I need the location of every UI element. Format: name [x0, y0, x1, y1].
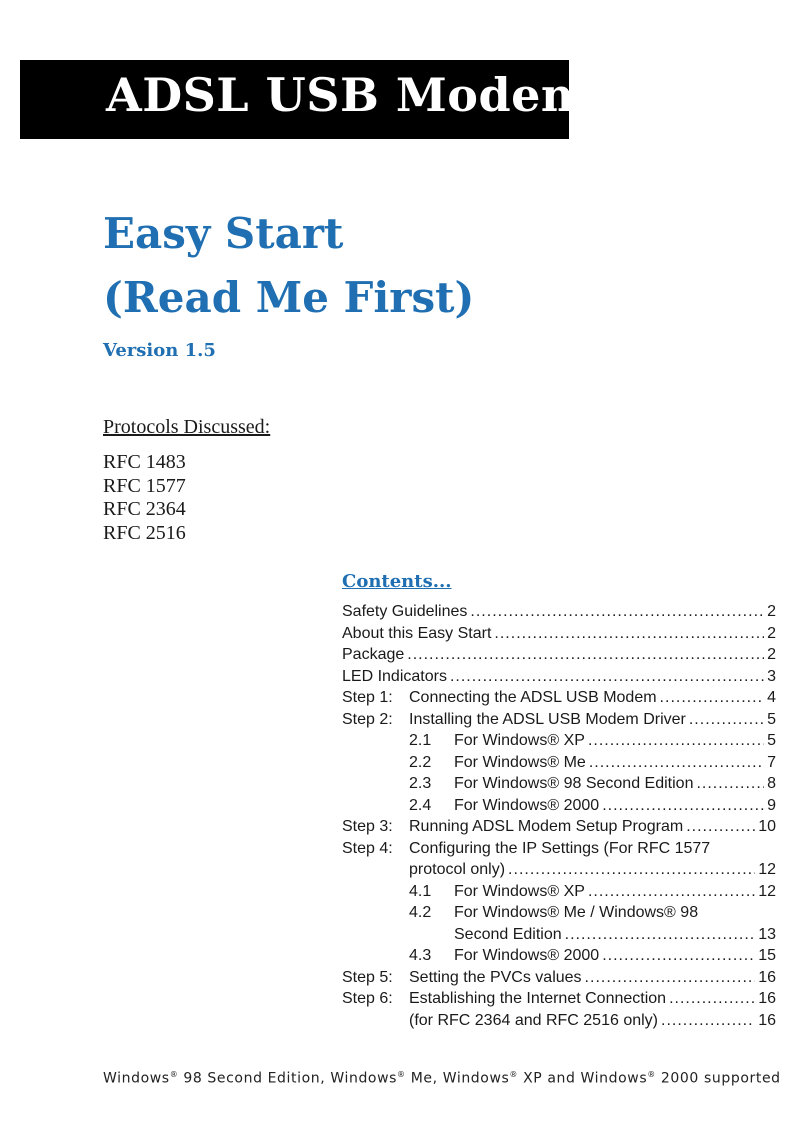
toc-page-number: 2 — [767, 646, 776, 663]
toc-title: Safety Guidelines — [342, 603, 468, 620]
toc-leader-dots — [407, 644, 764, 666]
toc-leader-dots — [602, 795, 764, 817]
protocol-item: RFC 2516 — [103, 521, 186, 544]
registered-mark: ® — [509, 1070, 519, 1079]
toc-page-number: 2 — [767, 624, 776, 642]
toc-entry — [342, 945, 776, 967]
toc-entry — [342, 795, 776, 817]
toc-title: Establishing the Internet Connection — [409, 990, 667, 1007]
toc-title: For Windows® 98 Second Edition — [454, 775, 694, 792]
protocol-item: RFC 1577 — [103, 474, 186, 497]
footer-text-2: Me, — [405, 1070, 443, 1087]
toc-section-number: 4.2 — [409, 904, 432, 921]
toc-entry — [342, 687, 776, 709]
document-heading — [103, 202, 474, 330]
toc-page-number: 12 — [758, 861, 776, 878]
toc-section-number: 2.4 — [409, 796, 432, 814]
contents-heading: Contents... — [342, 571, 452, 592]
toc-title: Package — [342, 646, 405, 663]
toc-entry — [342, 816, 776, 838]
toc-entry — [342, 859, 776, 881]
toc-page-number: 9 — [767, 796, 776, 814]
toc-title: For Windows® XP — [454, 732, 585, 749]
toc-entry — [342, 902, 776, 924]
protocols-heading: Protocols Discussed: — [103, 416, 271, 438]
toc-leader-dots — [508, 859, 755, 881]
toc-title: protocol only) — [409, 861, 506, 878]
toc-leader-dots — [588, 730, 764, 752]
toc-title: Installing the ADSL USB Modem Driver — [409, 710, 686, 728]
toc-leader-dots — [450, 666, 764, 688]
toc-page-number: 5 — [767, 710, 776, 728]
toc-page-number: 5 — [767, 732, 776, 749]
heading-line-1: Easy Start — [103, 209, 344, 258]
toc-page-number: 16 — [758, 1011, 776, 1029]
toc-leader-dots — [585, 967, 756, 989]
toc-entry — [342, 1010, 776, 1032]
toc-step-label: Step 3: — [342, 818, 393, 835]
toc-entry — [342, 666, 776, 688]
toc-title: Setting the PVCs values — [409, 968, 582, 986]
toc-section-number: 2.2 — [409, 753, 432, 771]
toc-page-number: 8 — [767, 775, 776, 792]
toc-title: For Windows® 2000 — [454, 947, 600, 964]
toc-leader-dots — [589, 752, 764, 774]
registered-mark: ® — [169, 1070, 179, 1079]
toc-title: Second Edition — [454, 925, 562, 943]
toc-page-number: 12 — [758, 882, 776, 900]
toc-section-number: 4.1 — [409, 882, 432, 900]
toc-leader-dots — [669, 988, 755, 1010]
toc-title: For Windows® 2000 — [454, 796, 600, 814]
toc-title: For Windows® Me / Windows® 98 — [454, 904, 699, 921]
toc-page-number: 10 — [758, 818, 776, 835]
toc-page-number: 15 — [758, 947, 776, 964]
toc-entry — [342, 838, 776, 860]
footer-text-4: 2000 supported — [655, 1070, 781, 1087]
toc-title: About this Easy Start — [342, 624, 492, 642]
toc-title: LED Indicators — [342, 667, 447, 685]
toc-leader-dots — [660, 687, 765, 709]
toc-leader-dots — [470, 601, 764, 623]
footer-text-1: 98 Second Edition, — [178, 1070, 331, 1087]
toc-entry — [342, 730, 776, 752]
footer-os-4: Windows — [580, 1070, 648, 1087]
banner-title: ADSL USB Modem — [106, 68, 591, 122]
footer-os-3: Windows — [442, 1070, 510, 1087]
toc-leader-dots — [565, 924, 756, 946]
toc-entry — [342, 601, 776, 623]
toc-step-label: Step 1: — [342, 689, 393, 706]
footer-text-3: XP and — [518, 1070, 581, 1087]
toc-page-number: 16 — [758, 968, 776, 986]
registered-mark: ® — [397, 1070, 406, 1079]
table-of-contents — [342, 601, 776, 1031]
toc-step-label: Step 6: — [342, 990, 393, 1007]
toc-page-number: 4 — [767, 689, 776, 706]
toc-page-number: 7 — [767, 753, 776, 771]
title-banner — [20, 60, 591, 139]
toc-title: Configuring the IP Settings (For RFC 1577 — [409, 839, 711, 857]
toc-leader-dots — [494, 623, 764, 645]
toc-section-number: 2.3 — [409, 775, 432, 792]
toc-entry — [342, 709, 776, 731]
toc-page-number: 13 — [758, 925, 776, 943]
protocol-item: RFC 1483 — [103, 451, 186, 473]
footer-os-1: Windows — [103, 1070, 170, 1087]
toc-title: For Windows® XP — [454, 882, 585, 900]
toc-page-number: 16 — [758, 990, 776, 1007]
toc-leader-dots — [696, 773, 764, 795]
toc-title: (for RFC 2364 and RFC 2516 only) — [409, 1011, 658, 1029]
toc-leader-dots — [661, 1010, 755, 1032]
toc-leader-dots — [588, 881, 755, 903]
registered-mark: ® — [647, 1070, 656, 1079]
toc-entry — [342, 967, 776, 989]
toc-section-number: 2.1 — [409, 732, 432, 749]
heading-line-2: (Read Me First) — [103, 273, 475, 322]
toc-title: Connecting the ADSL USB Modem — [409, 689, 657, 706]
toc-entry — [342, 924, 776, 946]
toc-step-label: Step 2: — [342, 710, 393, 728]
toc-entry — [342, 752, 776, 774]
toc-section-number: 4.3 — [409, 947, 432, 964]
toc-entry — [342, 644, 776, 666]
protocols-list — [103, 451, 186, 545]
toc-entry — [342, 773, 776, 795]
toc-leader-dots — [689, 709, 764, 731]
version-label: Version 1.5 — [103, 340, 216, 361]
toc-entry — [342, 623, 776, 645]
toc-title: Running ADSL Modem Setup Program — [409, 818, 684, 835]
toc-leader-dots — [686, 816, 755, 838]
toc-step-label: Step 5: — [342, 968, 393, 986]
toc-entry — [342, 988, 776, 1010]
toc-leader-dots — [602, 945, 755, 967]
footer-os-2: Windows — [330, 1070, 398, 1087]
toc-page-number: 3 — [767, 667, 776, 685]
supported-os-footer — [103, 1070, 781, 1087]
toc-step-label: Step 4: — [342, 839, 393, 857]
toc-page-number: 2 — [767, 603, 776, 620]
toc-title: For Windows® Me — [454, 753, 586, 771]
protocol-item: RFC 2364 — [103, 498, 186, 520]
toc-entry — [342, 881, 776, 903]
